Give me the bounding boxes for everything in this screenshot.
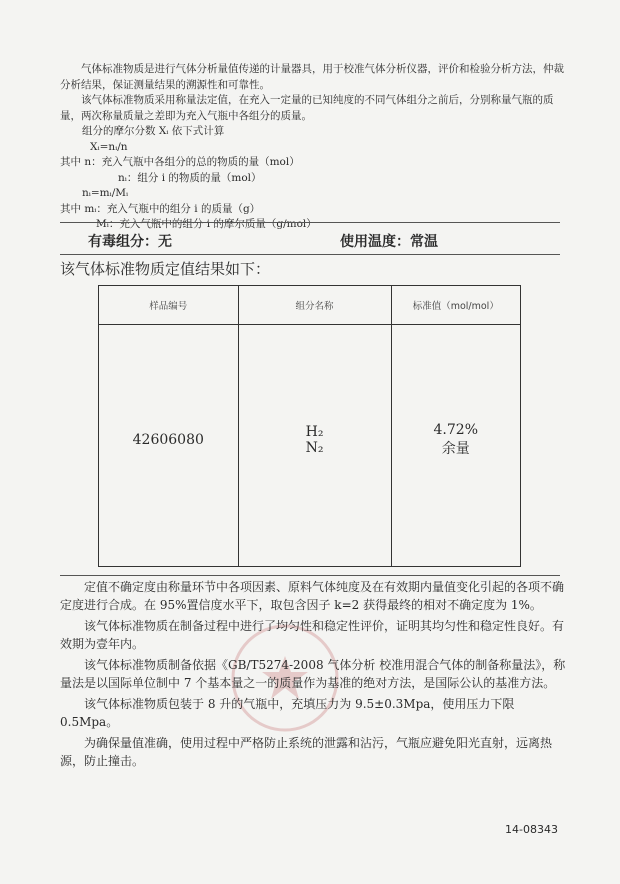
intro-section bbox=[60, 62, 570, 233]
cell-components bbox=[238, 325, 391, 567]
cell-values bbox=[391, 325, 520, 567]
divider-top bbox=[60, 222, 560, 223]
divider-middle bbox=[60, 254, 560, 255]
method-paragraph: 该气体标准物质制备依据《GB/T5274-2008 气体分析 校准用混合气体的制备称量法》，称量法是以国际单位制中 7 个基本量之一的质量作为基准的绝对方法，是国际公认的基准方法。 bbox=[60, 658, 566, 690]
value-n2: 余量 bbox=[441, 441, 470, 457]
intro-paragraph-2: 该气体标准物质采用称量法定值，在充入一定量的已知纯度的不同气体组分之前后，分别称量气瓶的质量，两次称量质量之差即为充入气瓶中各组分的质量。 bbox=[60, 94, 554, 122]
usage-temperature-label: 使用温度：常温 bbox=[340, 234, 438, 250]
header-standard-value: 标准值（mol/mol） bbox=[391, 286, 520, 325]
definition-mi: 其中 mᵢ：充入气瓶中的组分 i 的质量（g） bbox=[60, 202, 261, 215]
intro-paragraph-1: 气体标准物质是进行气体分析量值传递的计量器具，用于校准气体分析仪器，评价和检验分析方法，仲裁分析结果，保证测量结果的溯源性和可靠性。 bbox=[60, 63, 564, 91]
document-number: 14-08343 bbox=[505, 823, 558, 836]
results-table bbox=[98, 285, 521, 567]
definition-ni: nᵢ：组分 i 的物质的量（mol） bbox=[118, 171, 262, 184]
header-component: 组分名称 bbox=[238, 286, 391, 325]
header-sample-id: 样品编号 bbox=[99, 286, 239, 325]
definition-n: 其中 n：充入气瓶中各组分的总的物质的量（mol） bbox=[60, 156, 300, 168]
table-row bbox=[99, 325, 521, 567]
stability-paragraph: 该气体标准物质在制备过程中进行了均匀性和稳定性评价，证明其均匀性和稳定性良好。有效期为壹年内。 bbox=[60, 619, 565, 651]
formula-amount: nᵢ=mᵢ/Mᵢ bbox=[82, 187, 129, 199]
sample-id: 42606080 bbox=[132, 432, 204, 448]
packaging-paragraph: 该气体标准物质包装于 8 升的气瓶中，充填压力为 9.5±0.3Mpa，使用压力下限 0.5Mpa。 bbox=[60, 697, 515, 729]
safety-paragraph: 为确保量值准确，使用过程中严格防止系统的泄露和沾污，气瓶应避免阳光直射，远离热源，防止撞击。 bbox=[60, 736, 553, 768]
component-n2: N₂ bbox=[305, 440, 324, 456]
table-header-row bbox=[99, 286, 521, 325]
notes-section bbox=[60, 578, 570, 773]
formula-mole-fraction: Xᵢ=nᵢ/n bbox=[90, 140, 128, 153]
results-title: 该气体标准物质定值结果如下： bbox=[60, 260, 271, 278]
divider-bottom bbox=[60, 575, 560, 576]
formula-intro: 组分的摩尔分数 Xᵢ 依下式计算 bbox=[82, 125, 225, 137]
component-h2: H₂ bbox=[305, 424, 324, 440]
value-h2: 4.72% bbox=[433, 422, 478, 438]
definition-molar-mass: Mᵢ：充入气瓶中的组分 i 的摩尔质量（g/mol） bbox=[96, 218, 317, 230]
toxic-components-label: 有毒组分：无 bbox=[88, 234, 172, 250]
uncertainty-paragraph: 定值不确定度由称量环节中各项因素、原料气体纯度及在有效期内量值变化引起的各项不确定度进行合成。在 95%置信度水平下，取包含因子 k=2 获得最终的相对不确定度为 1%。 bbox=[60, 580, 565, 612]
cell-sample-id bbox=[99, 325, 239, 567]
